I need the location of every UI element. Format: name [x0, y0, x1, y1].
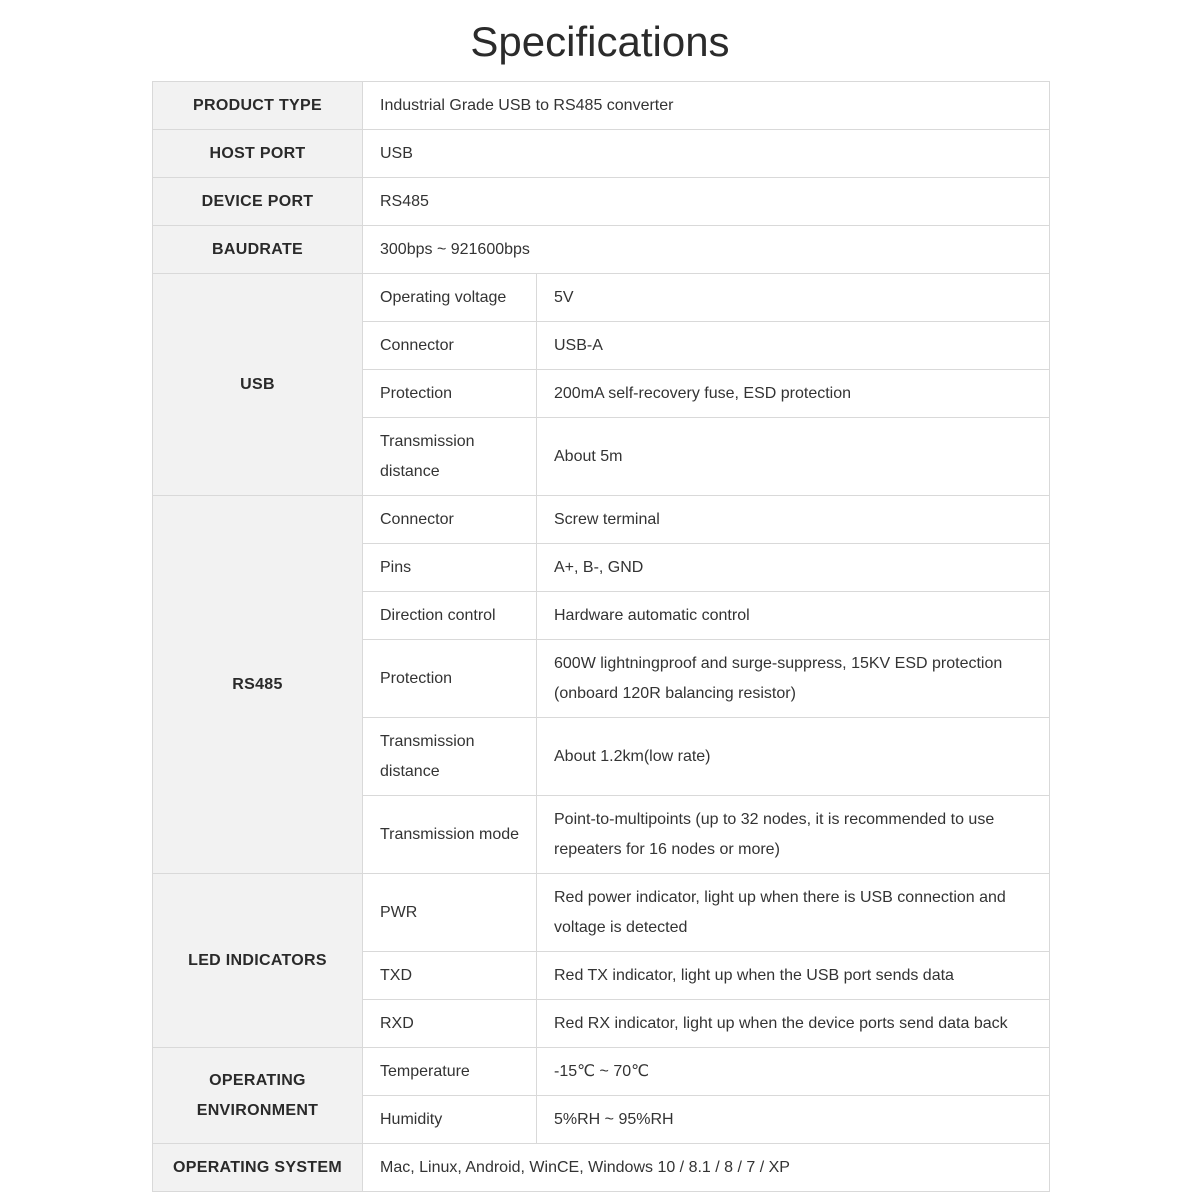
table-row [153, 226, 1050, 274]
sub-value: 5V [537, 274, 1050, 322]
row-key: DEVICE PORT [153, 178, 363, 226]
group-key-environment: OPERATING ENVIRONMENT [153, 1048, 363, 1144]
sub-label: Transmission distance [363, 718, 537, 796]
sub-label: PWR [363, 874, 537, 952]
sub-value: 5%RH ~ 95%RH [537, 1096, 1050, 1144]
row-key: PRODUCT TYPE [153, 82, 363, 130]
table-row [153, 496, 1050, 544]
sub-label: Connector [363, 322, 537, 370]
sub-value: Red power indicator, light up when there is USB connection and voltage is detected [537, 874, 1050, 952]
row-value: Industrial Grade USB to RS485 converter [363, 82, 1050, 130]
sub-label: Transmission mode [363, 796, 537, 874]
spec-table [152, 81, 1050, 1192]
row-value: 300bps ~ 921600bps [363, 226, 1050, 274]
sub-value: Screw terminal [537, 496, 1050, 544]
table-row [153, 1144, 1050, 1192]
group-key-usb: USB [153, 274, 363, 496]
sub-value: About 5m [537, 418, 1050, 496]
sub-label: RXD [363, 1000, 537, 1048]
row-key: OPERATING SYSTEM [153, 1144, 363, 1192]
sub-label: Temperature [363, 1048, 537, 1096]
sub-label: Direction control [363, 592, 537, 640]
sub-value: 200mA self-recovery fuse, ESD protection [537, 370, 1050, 418]
row-key: BAUDRATE [153, 226, 363, 274]
group-key-led: LED INDICATORS [153, 874, 363, 1048]
group-key-rs485: RS485 [153, 496, 363, 874]
table-row [153, 178, 1050, 226]
sub-label: Connector [363, 496, 537, 544]
sub-label: Transmission distance [363, 418, 537, 496]
page-title: Specifications [470, 18, 730, 65]
row-value: RS485 [363, 178, 1050, 226]
row-value: Mac, Linux, Android, WinCE, Windows 10 / 8.1 / 8 / 7 / XP [363, 1144, 1050, 1192]
sub-value: -15℃ ~ 70℃ [537, 1048, 1050, 1096]
sub-value: A+, B-, GND [537, 544, 1050, 592]
table-row [153, 274, 1050, 322]
sub-value: USB-A [537, 322, 1050, 370]
sub-label: TXD [363, 952, 537, 1000]
table-row [153, 1048, 1050, 1096]
table-row [153, 82, 1050, 130]
sub-value: 600W lightningproof and surge-suppress, 15KV ESD protection (onboard 120R balancing resistor) [537, 640, 1050, 718]
sub-label: Protection [363, 370, 537, 418]
sub-value: About 1.2km(low rate) [537, 718, 1050, 796]
table-row [153, 130, 1050, 178]
sub-label: Pins [363, 544, 537, 592]
sub-label: Humidity [363, 1096, 537, 1144]
sub-value: Red RX indicator, light up when the device ports send data back [537, 1000, 1050, 1048]
table-row [153, 874, 1050, 952]
sub-label: Operating voltage [363, 274, 537, 322]
sub-value: Point-to-multipoints (up to 32 nodes, it is recommended to use repeaters for 16 nodes or more) [537, 796, 1050, 874]
row-value: USB [363, 130, 1050, 178]
sub-value: Hardware automatic control [537, 592, 1050, 640]
sub-label: Protection [363, 640, 537, 718]
row-key: HOST PORT [153, 130, 363, 178]
sub-value: Red TX indicator, light up when the USB port sends data [537, 952, 1050, 1000]
